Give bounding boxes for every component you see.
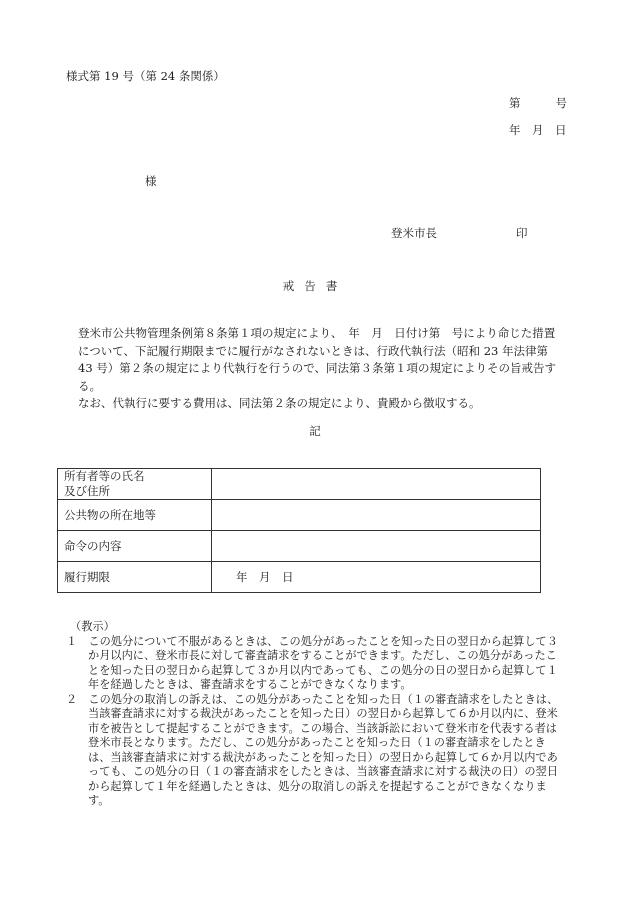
deadline-label: 履行期限 — [58, 562, 212, 593]
location-label: 公共物の所在地等 — [58, 500, 212, 531]
deadline-value: 年 月 日 — [212, 562, 541, 593]
notes-heading: （教示） — [70, 620, 115, 633]
owner-label-line1: 所有者等の氏名 — [64, 469, 145, 483]
table-row — [58, 531, 541, 562]
issuer-block — [391, 225, 528, 241]
form-number: 様式第 19 号（第 24 条関係） — [66, 69, 225, 83]
body-paragraph-1: 登米市公共物管理条例第８条第１項の規定により、 年 月 日付け第 号により命じた措置について、下記履行期限までに履行がなされないときは、行政代執行法（昭和 23 年法律第 43 号）第２条の規定により代執行を行うので、同法第３条第１項の規定によりその旨戒告する。 — [78, 326, 557, 393]
info-table — [57, 468, 541, 593]
document-date: 年 月 日 — [509, 123, 567, 137]
notes-item-2: ２ この処分の取消しの訴えは、この処分があったことを知った日（１の審査請求をしたときは、当該審査請求に対する裁決があったことを知った日）の翌日から起算して６か月以内に、登米市を被告として提起することができます。この場合、当該訴訟において登米市を代表する者は登米市長となります。ただし、この処分があったことを知った日（１の審査請求をしたときは、当該審査請求に対する裁決があったことを知った日）の翌日から起算して６か月以内であっても、この処分の日（１の審査請求をしたときは、当該審査請求に対する裁決の日）の翌日から起算して１年を経過したときは、処分の取消しの訴えを提起することができなくなります。 — [66, 692, 559, 807]
owner-label — [58, 469, 212, 500]
ki-heading: 記 — [309, 424, 321, 438]
owner-label-line2: 及び住所 — [64, 484, 110, 498]
table-row — [58, 469, 541, 500]
order-content-value — [212, 531, 541, 562]
instruction-notes — [66, 620, 566, 809]
document-title: 戒告書 — [282, 279, 348, 293]
table-row — [58, 500, 541, 531]
notes-item-1: １ この処分について不服があるときは、この処分があったことを知った日の翌日から起算して３か月以内に、登米市長に対して審査請求をすることができます。ただし、この処分があったことを知った日の翌日から起算して３か月以内であっても、この処分の日の翌日から起算して１年を経過したときは、審査請求をすることができなくなります。 — [66, 634, 558, 691]
body-text — [78, 325, 558, 413]
seal-mark: 印 — [516, 226, 528, 240]
addressee-honorific: 様 — [145, 174, 157, 188]
owner-value — [212, 469, 541, 500]
body-paragraph-2: なお、代執行に要する費用は、同法第２条の規定により、貴殿から徴収する。 — [78, 396, 481, 410]
table-row — [58, 562, 541, 593]
order-content-label: 命令の内容 — [58, 531, 212, 562]
issuer-name: 登米市長 — [391, 226, 437, 240]
document-number — [509, 95, 567, 111]
doc-number-suffix: 号 — [555, 96, 567, 110]
location-value — [212, 500, 541, 531]
doc-number-prefix: 第 — [509, 96, 521, 110]
